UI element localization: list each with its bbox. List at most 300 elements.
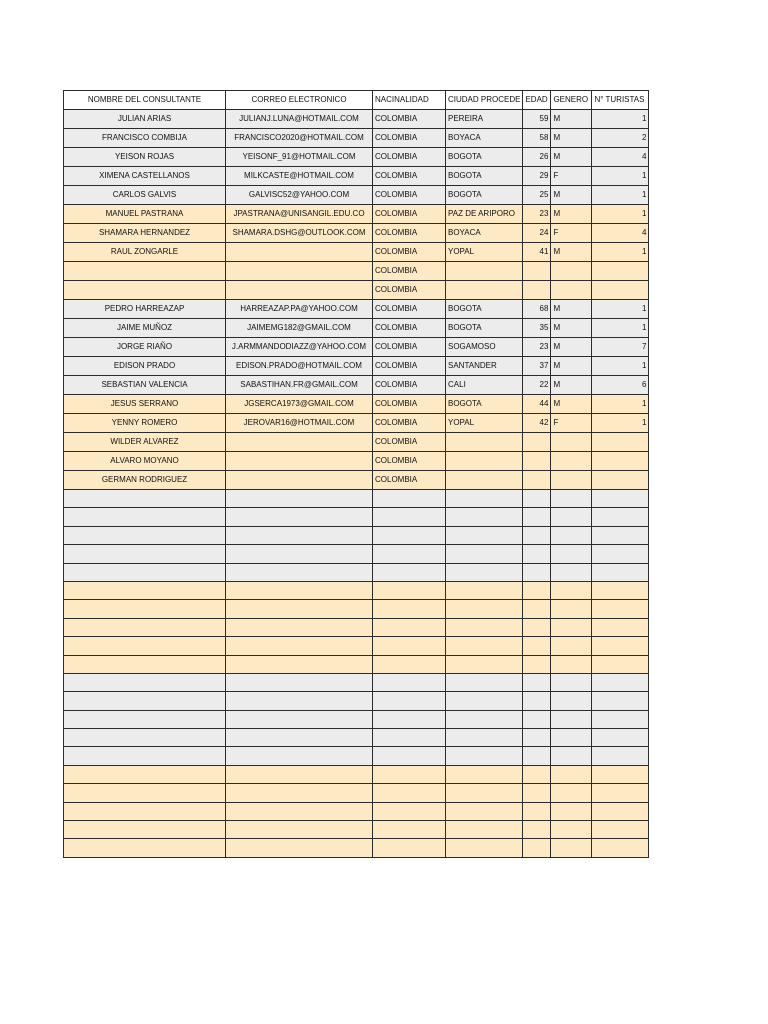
cell-nacionalidad[interactable]: COLOMBIA [373,357,446,376]
cell-genero[interactable]: M [551,376,592,395]
empty-cell[interactable] [226,747,373,765]
empty-cell[interactable] [592,710,649,728]
cell-edad[interactable] [523,262,551,281]
cell-ciudad[interactable]: PEREIRA [446,110,523,129]
cell-turistas[interactable]: 4 [592,148,649,167]
cell-ciudad[interactable]: YOPAL [446,414,523,433]
empty-cell[interactable] [551,765,592,783]
cell-correo[interactable]: JULIANJ.LUNA@HOTMAIL.COM [226,110,373,129]
empty-cell[interactable] [551,508,592,526]
empty-cell[interactable] [523,600,551,618]
cell-edad[interactable]: 42 [523,414,551,433]
empty-cell[interactable] [592,673,649,691]
empty-cell[interactable] [523,729,551,747]
cell-nacionalidad[interactable]: COLOMBIA [373,243,446,262]
empty-cell[interactable] [523,784,551,802]
cell-genero[interactable] [551,471,592,490]
cell-genero[interactable]: M [551,205,592,224]
empty-cell[interactable] [64,526,226,544]
empty-row [64,710,649,728]
cell-edad[interactable] [523,452,551,471]
empty-cell[interactable] [373,545,446,563]
empty-cell[interactable] [446,618,523,636]
empty-cell[interactable] [226,490,373,508]
cell-turistas[interactable]: 1 [592,395,649,414]
empty-cell[interactable] [373,563,446,581]
empty-cell[interactable] [592,600,649,618]
empty-cell[interactable] [551,802,592,820]
empty-cell[interactable] [592,729,649,747]
empty-cell[interactable] [592,581,649,599]
empty-cell[interactable] [446,710,523,728]
empty-cell[interactable] [446,692,523,710]
empty-cell[interactable] [446,765,523,783]
empty-cell[interactable] [551,655,592,673]
cell-ciudad[interactable]: BOGOTA [446,186,523,205]
empty-cell[interactable] [226,802,373,820]
empty-cell[interactable] [551,729,592,747]
table-row [64,452,649,471]
cell-edad[interactable]: 24 [523,224,551,243]
cell-nombre[interactable]: PEDRO HARREAZAP [64,300,226,319]
empty-cell[interactable] [64,765,226,783]
header-turistas[interactable]: N° TURISTAS [592,91,649,110]
cell-ciudad[interactable] [446,433,523,452]
empty-cell[interactable] [446,821,523,839]
cell-ciudad[interactable]: YOPAL [446,243,523,262]
empty-cell[interactable] [523,581,551,599]
empty-cell[interactable] [373,581,446,599]
cell-correo[interactable] [226,243,373,262]
empty-cell[interactable] [226,526,373,544]
empty-cell[interactable] [446,747,523,765]
header-ciudad[interactable]: CIUDAD PROCEDE [446,91,523,110]
empty-cell[interactable] [64,821,226,839]
empty-cell[interactable] [523,563,551,581]
cell-correo[interactable]: JAIMEMG182@GMAIL.COM [226,319,373,338]
cell-genero[interactable]: M [551,319,592,338]
cell-turistas[interactable]: 1 [592,243,649,262]
cell-edad[interactable]: 35 [523,319,551,338]
table-row [64,281,649,300]
cell-correo[interactable]: MILKCASTE@HOTMAIL.COM [226,167,373,186]
empty-cell[interactable] [551,600,592,618]
cell-correo[interactable]: HARREAZAP.PA@YAHOO.COM [226,300,373,319]
header-nacionalidad[interactable]: NACINALIDAD [373,91,446,110]
cell-ciudad[interactable]: BOGOTA [446,167,523,186]
empty-cell[interactable] [373,692,446,710]
empty-cell[interactable] [551,545,592,563]
empty-cell[interactable] [551,784,592,802]
empty-cell[interactable] [64,490,226,508]
empty-cell[interactable] [226,655,373,673]
empty-cell[interactable] [226,692,373,710]
cell-nombre[interactable]: WILDER ALVAREZ [64,433,226,452]
empty-cell[interactable] [373,821,446,839]
cell-turistas[interactable]: 2 [592,129,649,148]
empty-cell[interactable] [373,637,446,655]
empty-cell[interactable] [446,508,523,526]
cell-turistas[interactable]: 1 [592,300,649,319]
cell-edad[interactable]: 25 [523,186,551,205]
empty-cell[interactable] [373,655,446,673]
empty-cell[interactable] [523,637,551,655]
empty-cell[interactable] [446,563,523,581]
empty-cell[interactable] [523,545,551,563]
cell-edad[interactable]: 23 [523,205,551,224]
cell-nacionalidad[interactable]: COLOMBIA [373,262,446,281]
empty-cell[interactable] [523,490,551,508]
cell-correo[interactable]: EDISON.PRADO@HOTMAIL.COM [226,357,373,376]
empty-cell[interactable] [592,526,649,544]
empty-cell[interactable] [373,673,446,691]
cell-turistas[interactable] [592,281,649,300]
empty-cell[interactable] [64,637,226,655]
cell-nacionalidad[interactable]: COLOMBIA [373,452,446,471]
empty-cell[interactable] [551,821,592,839]
cell-genero[interactable]: M [551,300,592,319]
empty-cell[interactable] [226,673,373,691]
empty-cell[interactable] [523,710,551,728]
empty-cell[interactable] [64,673,226,691]
cell-nacionalidad[interactable]: COLOMBIA [373,414,446,433]
cell-nombre[interactable]: SHAMARA HERNANDEZ [64,224,226,243]
cell-nacionalidad[interactable]: COLOMBIA [373,129,446,148]
empty-cell[interactable] [446,655,523,673]
cell-nacionalidad[interactable]: COLOMBIA [373,281,446,300]
empty-cell[interactable] [551,637,592,655]
empty-cell[interactable] [64,508,226,526]
cell-genero[interactable]: F [551,167,592,186]
cell-turistas[interactable] [592,433,649,452]
header-correo[interactable]: CORREO ELECTRONICO [226,91,373,110]
cell-correo[interactable] [226,471,373,490]
cell-turistas[interactable]: 1 [592,414,649,433]
cell-edad[interactable]: 37 [523,357,551,376]
empty-cell[interactable] [523,802,551,820]
table-row [64,300,649,319]
cell-genero[interactable]: M [551,338,592,357]
cell-ciudad[interactable]: BOGOTA [446,148,523,167]
empty-cell[interactable] [551,839,592,857]
cell-nacionalidad[interactable]: COLOMBIA [373,395,446,414]
cell-nombre[interactable] [64,262,226,281]
empty-cell[interactable] [551,692,592,710]
cell-ciudad[interactable] [446,281,523,300]
cell-turistas[interactable] [592,471,649,490]
cell-edad[interactable]: 29 [523,167,551,186]
empty-cell[interactable] [592,839,649,857]
empty-row [64,545,649,563]
empty-row [64,490,649,508]
empty-cell[interactable] [446,581,523,599]
cell-ciudad[interactable]: BOYACA [446,224,523,243]
empty-cell[interactable] [446,729,523,747]
cell-nacionalidad[interactable]: COLOMBIA [373,205,446,224]
empty-cell[interactable] [523,765,551,783]
cell-ciudad[interactable]: BOYACA [446,129,523,148]
empty-cell[interactable] [64,802,226,820]
cell-genero[interactable] [551,452,592,471]
empty-cell[interactable] [592,490,649,508]
empty-cell[interactable] [226,618,373,636]
header-row [64,91,649,110]
empty-cell[interactable] [592,692,649,710]
cell-nombre[interactable]: ALVARO MOYANO [64,452,226,471]
cell-nombre[interactable]: XIMENA CASTELLANOS [64,167,226,186]
cell-nacionalidad[interactable]: COLOMBIA [373,471,446,490]
empty-cell[interactable] [592,637,649,655]
cell-edad[interactable]: 58 [523,129,551,148]
empty-cell[interactable] [592,508,649,526]
empty-cell[interactable] [373,802,446,820]
empty-row [64,637,649,655]
empty-cell[interactable] [64,839,226,857]
empty-cell[interactable] [523,655,551,673]
empty-cell[interactable] [446,802,523,820]
empty-cell[interactable] [551,673,592,691]
cell-correo[interactable]: FRANCISCO2020@HOTMAIL.COM [226,129,373,148]
empty-cell[interactable] [226,821,373,839]
empty-cell[interactable] [64,563,226,581]
empty-cell[interactable] [523,839,551,857]
empty-cell[interactable] [592,765,649,783]
empty-cell[interactable] [592,618,649,636]
empty-cell[interactable] [226,600,373,618]
cell-nombre[interactable]: YENNY ROMERO [64,414,226,433]
cell-correo[interactable]: JGSERCA1973@GMAIL.COM [226,395,373,414]
cell-turistas[interactable]: 1 [592,205,649,224]
empty-cell[interactable] [446,637,523,655]
empty-cell[interactable] [373,600,446,618]
empty-cell[interactable] [373,508,446,526]
cell-nacionalidad[interactable]: COLOMBIA [373,110,446,129]
cell-genero[interactable] [551,281,592,300]
cell-ciudad[interactable]: SANTANDER [446,357,523,376]
cell-ciudad[interactable]: BOGOTA [446,300,523,319]
empty-cell[interactable] [373,526,446,544]
cell-edad[interactable] [523,433,551,452]
empty-cell[interactable] [551,490,592,508]
empty-row [64,563,649,581]
cell-genero[interactable]: M [551,110,592,129]
cell-nombre[interactable]: JORGE RIAÑO [64,338,226,357]
table-row [64,471,649,490]
cell-nombre[interactable]: YEISON ROJAS [64,148,226,167]
empty-cell[interactable] [592,747,649,765]
empty-cell[interactable] [446,839,523,857]
cell-edad[interactable] [523,471,551,490]
empty-cell[interactable] [523,508,551,526]
empty-cell[interactable] [64,655,226,673]
cell-nacionalidad[interactable]: COLOMBIA [373,319,446,338]
empty-cell[interactable] [64,692,226,710]
cell-ciudad[interactable]: PAZ DE ARIPORO [446,205,523,224]
cell-nombre[interactable]: JAIME MUÑOZ [64,319,226,338]
empty-row [64,655,649,673]
cell-correo[interactable]: GALVISC52@YAHOO.COM [226,186,373,205]
empty-cell[interactable] [373,729,446,747]
empty-cell[interactable] [523,821,551,839]
cell-nombre[interactable]: FRANCISCO COMBIJA [64,129,226,148]
cell-turistas[interactable]: 1 [592,186,649,205]
cell-edad[interactable]: 68 [523,300,551,319]
cell-nombre[interactable]: RAUL ZONGARLE [64,243,226,262]
empty-cell[interactable] [523,618,551,636]
empty-cell[interactable] [373,747,446,765]
cell-nacionalidad[interactable]: COLOMBIA [373,186,446,205]
empty-cell[interactable] [226,710,373,728]
cell-genero[interactable] [551,262,592,281]
cell-turistas[interactable]: 4 [592,224,649,243]
cell-correo[interactable] [226,452,373,471]
cell-ciudad[interactable]: BOGOTA [446,395,523,414]
cell-edad[interactable] [523,281,551,300]
cell-correo[interactable] [226,433,373,452]
empty-cell[interactable] [226,784,373,802]
cell-nacionalidad[interactable]: COLOMBIA [373,148,446,167]
cell-nombre[interactable]: MANUEL PASTRANA [64,205,226,224]
cell-nombre[interactable]: JULIAN ARIAS [64,110,226,129]
cell-edad[interactable]: 23 [523,338,551,357]
empty-cell[interactable] [446,545,523,563]
empty-cell[interactable] [373,490,446,508]
empty-cell[interactable] [446,490,523,508]
cell-correo[interactable] [226,281,373,300]
empty-cell[interactable] [373,784,446,802]
empty-cell[interactable] [592,545,649,563]
empty-cell[interactable] [446,673,523,691]
empty-cell[interactable] [226,839,373,857]
cell-ciudad[interactable]: SOGAMOSO [446,338,523,357]
cell-nacionalidad[interactable]: COLOMBIA [373,167,446,186]
cell-ciudad[interactable]: BOGOTA [446,319,523,338]
header-edad[interactable]: EDAD [523,91,551,110]
cell-correo[interactable]: JEROVAR16@HOTMAIL.COM [226,414,373,433]
empty-cell[interactable] [64,747,226,765]
empty-cell[interactable] [226,765,373,783]
empty-cell[interactable] [523,692,551,710]
cell-nacionalidad[interactable]: COLOMBIA [373,433,446,452]
cell-edad[interactable]: 26 [523,148,551,167]
empty-cell[interactable] [551,526,592,544]
cell-ciudad[interactable] [446,471,523,490]
empty-cell[interactable] [373,710,446,728]
cell-nombre[interactable] [64,281,226,300]
cell-edad[interactable]: 59 [523,110,551,129]
cell-genero[interactable]: F [551,224,592,243]
header-genero[interactable]: GENERO [551,91,592,110]
empty-cell[interactable] [64,600,226,618]
cell-nombre[interactable]: CARLOS GALVIS [64,186,226,205]
cell-correo[interactable]: YEISONF_91@HOTMAIL.COM [226,148,373,167]
cell-genero[interactable]: M [551,395,592,414]
cell-genero[interactable]: M [551,129,592,148]
cell-correo[interactable]: SHAMARA.DSHG@OUTLOOK.COM [226,224,373,243]
empty-cell[interactable] [373,765,446,783]
cell-correo[interactable]: J.ARMMANDODIAZZ@YAHOO.COM [226,338,373,357]
cell-edad[interactable]: 22 [523,376,551,395]
cell-edad[interactable]: 44 [523,395,551,414]
empty-cell[interactable] [592,821,649,839]
empty-cell[interactable] [373,839,446,857]
empty-cell[interactable] [592,802,649,820]
empty-cell[interactable] [64,545,226,563]
cell-nacionalidad[interactable]: COLOMBIA [373,300,446,319]
empty-cell[interactable] [551,618,592,636]
empty-cell[interactable] [64,710,226,728]
empty-cell[interactable] [551,747,592,765]
empty-cell[interactable] [523,526,551,544]
empty-cell[interactable] [551,710,592,728]
empty-cell[interactable] [551,563,592,581]
cell-nombre[interactable]: GERMAN RODRIGUEZ [64,471,226,490]
cell-turistas[interactable]: 1 [592,319,649,338]
cell-genero[interactable]: M [551,148,592,167]
empty-cell[interactable] [64,618,226,636]
cell-nombre[interactable]: EDISON PRADO [64,357,226,376]
empty-cell[interactable] [592,784,649,802]
cell-genero[interactable]: M [551,357,592,376]
header-nombre[interactable]: NOMBRE DEL CONSULTANTE [64,91,226,110]
table-row [64,186,649,205]
empty-cell[interactable] [226,545,373,563]
empty-cell[interactable] [523,673,551,691]
cell-genero[interactable]: M [551,243,592,262]
cell-correo[interactable]: JPASTRANA@UNISANGIL.EDU.CO [226,205,373,224]
empty-cell[interactable] [446,526,523,544]
cell-genero[interactable]: F [551,414,592,433]
empty-cell[interactable] [592,563,649,581]
empty-cell[interactable] [446,600,523,618]
empty-cell[interactable] [551,581,592,599]
empty-cell[interactable] [446,784,523,802]
empty-cell[interactable] [592,655,649,673]
cell-turistas[interactable]: 6 [592,376,649,395]
table-row [64,243,649,262]
cell-turistas[interactable] [592,262,649,281]
empty-cell[interactable] [226,563,373,581]
cell-nacionalidad[interactable]: COLOMBIA [373,224,446,243]
empty-cell[interactable] [226,637,373,655]
cell-turistas[interactable]: 1 [592,357,649,376]
empty-cell[interactable] [64,729,226,747]
cell-ciudad[interactable] [446,452,523,471]
cell-genero[interactable]: M [551,186,592,205]
cell-nombre[interactable]: SEBASTIAN VALENCIA [64,376,226,395]
cell-ciudad[interactable] [446,262,523,281]
cell-nombre[interactable]: JESUS SERRANO [64,395,226,414]
cell-edad[interactable]: 41 [523,243,551,262]
empty-cell[interactable] [226,508,373,526]
empty-cell[interactable] [64,581,226,599]
cell-correo[interactable]: SABASTIHAN.FR@GMAIL.COM [226,376,373,395]
cell-ciudad[interactable]: CALI [446,376,523,395]
cell-turistas[interactable] [592,452,649,471]
cell-turistas[interactable]: 1 [592,110,649,129]
empty-cell[interactable] [373,618,446,636]
cell-correo[interactable] [226,262,373,281]
empty-cell[interactable] [226,729,373,747]
empty-cell[interactable] [64,784,226,802]
empty-cell[interactable] [226,581,373,599]
cell-turistas[interactable]: 1 [592,167,649,186]
cell-genero[interactable] [551,433,592,452]
cell-nacionalidad[interactable]: COLOMBIA [373,376,446,395]
cell-nacionalidad[interactable]: COLOMBIA [373,338,446,357]
empty-cell[interactable] [523,747,551,765]
cell-turistas[interactable]: 7 [592,338,649,357]
